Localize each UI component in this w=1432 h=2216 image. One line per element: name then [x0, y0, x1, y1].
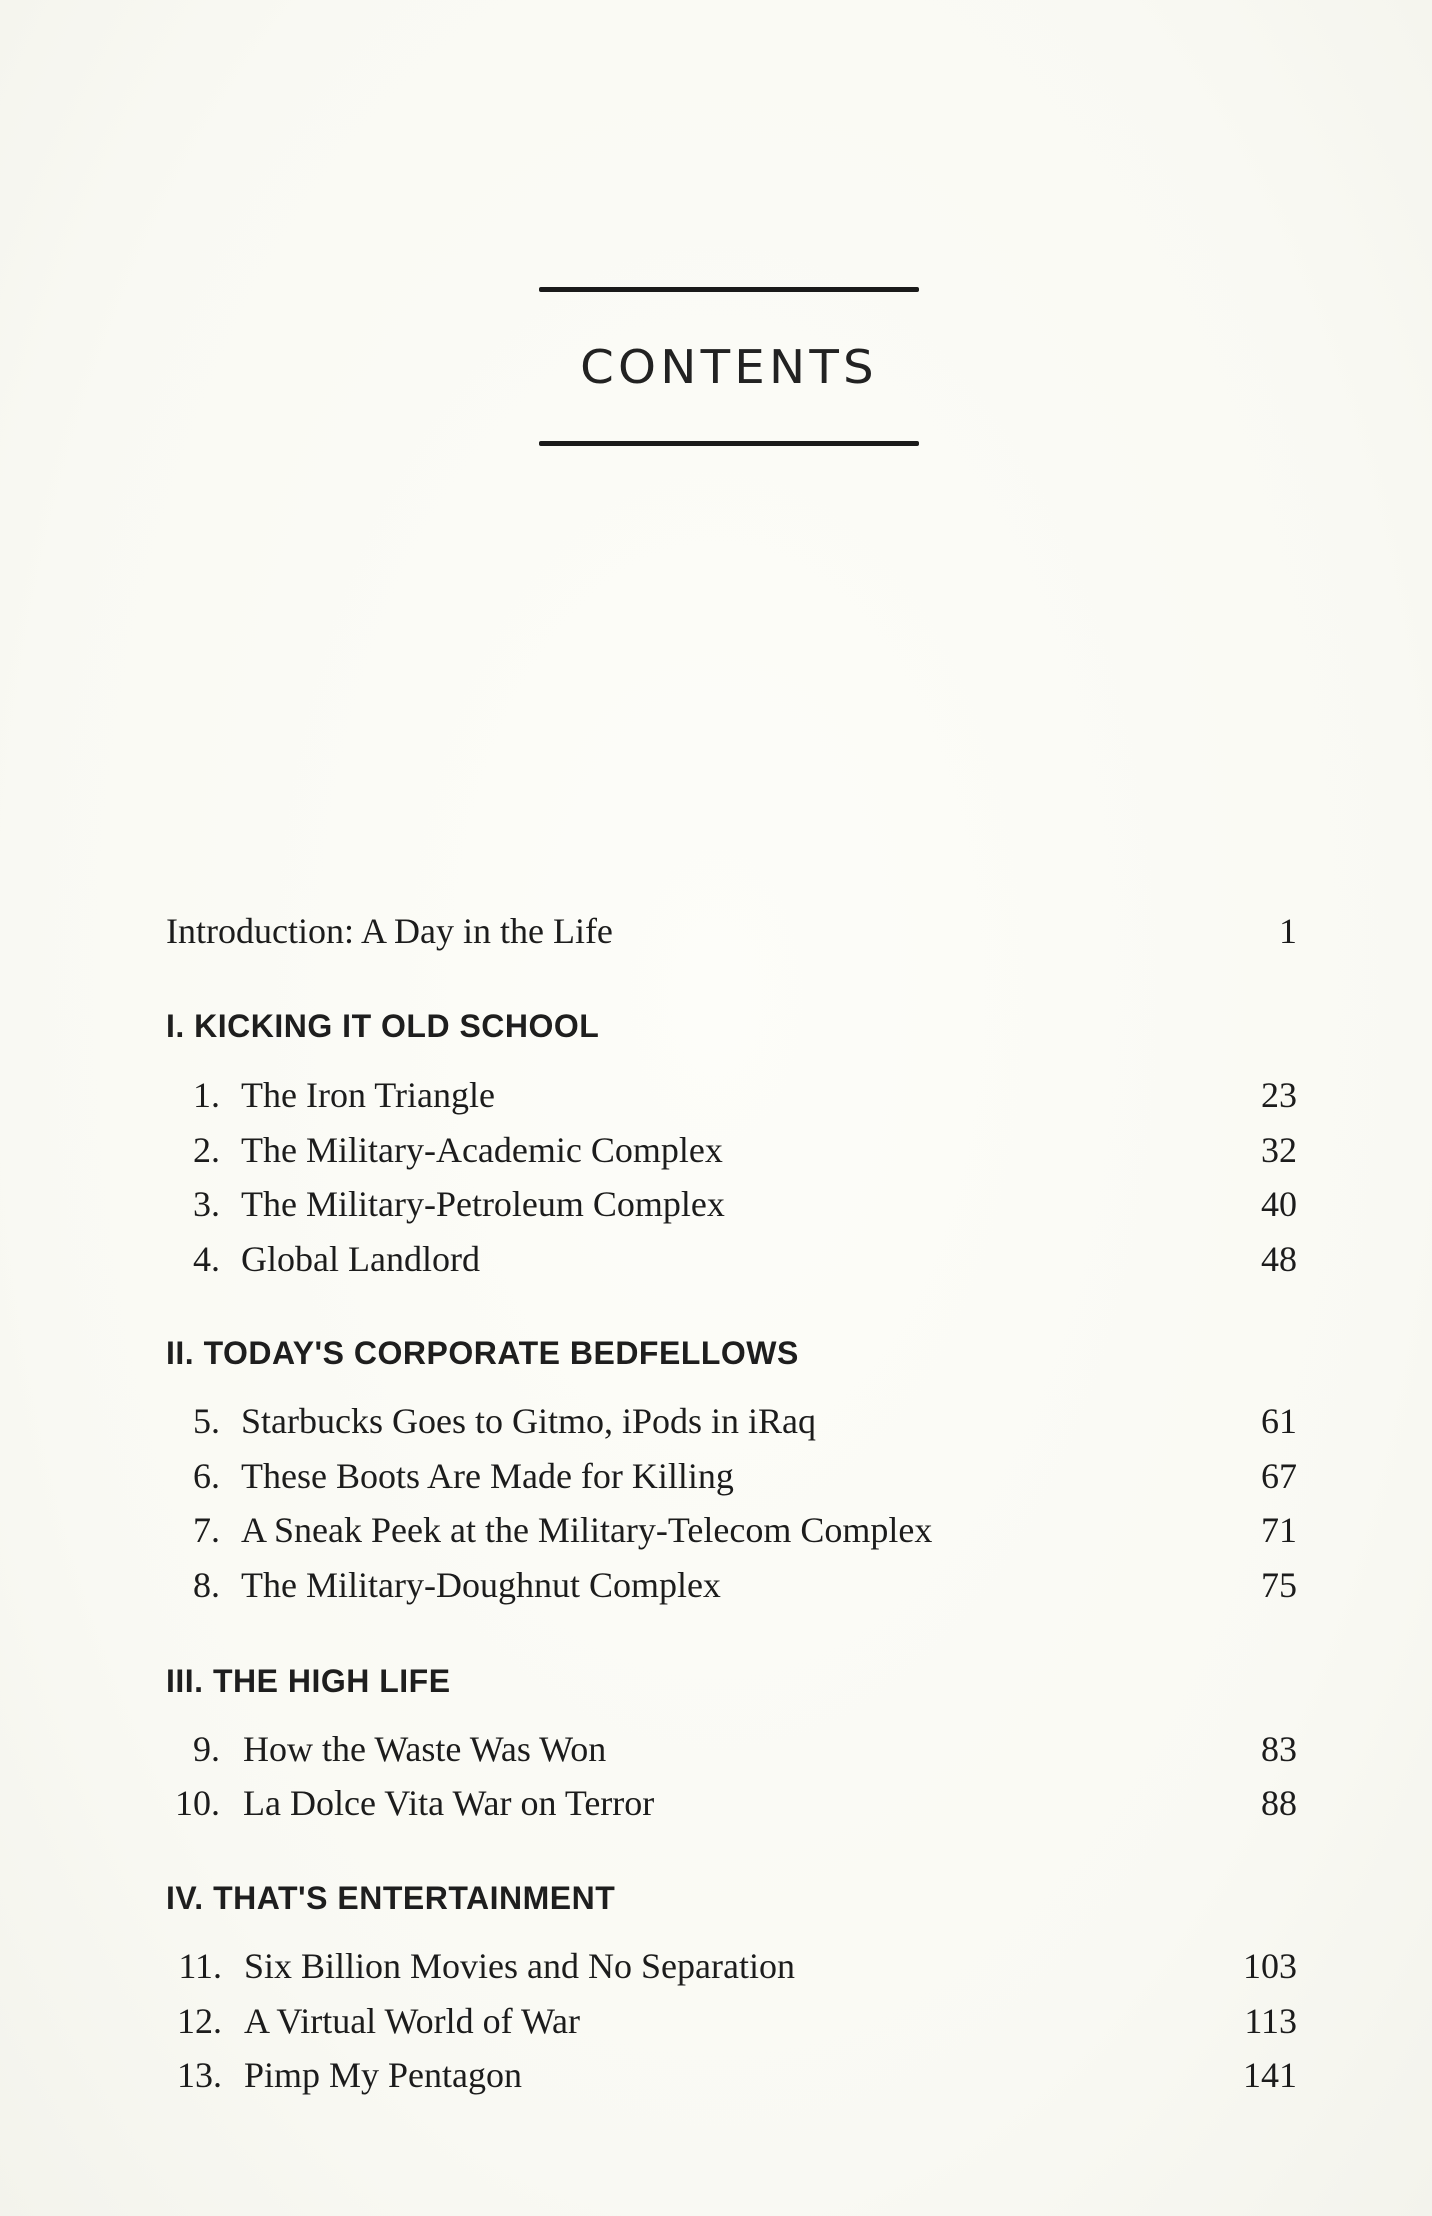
toc-entry[interactable]	[0, 1775, 1432, 1831]
entry-title: Starbucks Goes to Gitmo, iPods in iRaq	[241, 1401, 816, 1441]
chapter-number: 9.	[193, 1729, 220, 1769]
entry-title: The Iron Triangle	[241, 1075, 495, 1115]
chapter-number: 7.	[193, 1510, 220, 1550]
entry-title: The Military-Academic Complex	[241, 1130, 723, 1170]
page-number: 40	[1261, 1184, 1297, 1224]
part-heading-ii: II. TODAY'S CORPORATE BEDFELLOWS	[166, 1335, 799, 1371]
page-number: 83	[1261, 1729, 1297, 1769]
chapter-number: 4.	[193, 1239, 220, 1279]
part-heading-i: I. KICKING IT OLD SCHOOL	[166, 1008, 600, 1044]
chapter-number: 1.	[193, 1075, 220, 1115]
chapter-number: 6.	[193, 1456, 220, 1496]
toc-entry[interactable]	[0, 1502, 1432, 1558]
page-number: 88	[1261, 1783, 1297, 1823]
toc-entry[interactable]	[0, 1938, 1432, 1994]
bottom-rule	[539, 441, 919, 446]
toc-entry[interactable]	[0, 1557, 1432, 1613]
toc-entry[interactable]	[0, 1393, 1432, 1449]
toc-entry[interactable]	[0, 1231, 1432, 1287]
toc-entry-introduction[interactable]	[0, 903, 1432, 959]
page-number: 71	[1261, 1510, 1297, 1550]
chapter-number: 12.	[177, 2001, 222, 2041]
page-number: 32	[1261, 1130, 1297, 1170]
chapter-number: 3.	[193, 1184, 220, 1224]
entry-title: A Virtual World of War	[244, 2001, 581, 2041]
page-number: 113	[1244, 2001, 1297, 2041]
chapter-number: 5.	[193, 1401, 220, 1441]
toc-entry[interactable]	[0, 1448, 1432, 1504]
chapter-number: 10.	[175, 1783, 220, 1823]
toc-entry[interactable]	[0, 1067, 1432, 1123]
chapter-number: 11.	[178, 1946, 222, 1986]
page-number: 23	[1261, 1075, 1297, 1115]
page-number: 103	[1243, 1946, 1297, 1986]
entry-title: Pimp My Pentagon	[244, 2055, 523, 2095]
entry-title: The Military-Petroleum Complex	[241, 1184, 725, 1224]
toc-entry[interactable]	[0, 1122, 1432, 1178]
part-heading-iv: IV. THAT'S ENTERTAINMENT	[166, 1880, 616, 1916]
entry-title: The Military-Doughnut Complex	[241, 1565, 721, 1605]
toc-entry[interactable]	[0, 1993, 1432, 2049]
page-number: 48	[1261, 1239, 1297, 1279]
top-rule	[539, 287, 919, 292]
toc-entry[interactable]	[0, 1721, 1432, 1777]
part-heading-iii: III. THE HIGH LIFE	[166, 1663, 451, 1699]
page-title: CONTENTS	[580, 340, 878, 394]
page-number: 1	[1279, 911, 1297, 951]
entry-title: Introduction: A Day in the Life	[166, 911, 613, 951]
chapter-number: 8.	[193, 1565, 220, 1605]
entry-title: Global Landlord	[241, 1239, 480, 1279]
entry-title: A Sneak Peek at the Military-Telecom Complex	[241, 1510, 933, 1550]
page-number: 75	[1261, 1565, 1297, 1605]
chapter-number: 2.	[193, 1130, 220, 1170]
page-number: 67	[1261, 1456, 1297, 1496]
toc-entry[interactable]	[0, 2047, 1432, 2103]
page-number: 141	[1243, 2055, 1297, 2095]
chapter-number: 13.	[177, 2055, 222, 2095]
toc-entry[interactable]	[0, 1176, 1432, 1232]
page-number: 61	[1261, 1401, 1297, 1441]
entry-title: Six Billion Movies and No Separation	[244, 1946, 795, 1986]
entry-title: How the Waste Was Won	[243, 1729, 607, 1769]
entry-title: These Boots Are Made for Killing	[241, 1456, 734, 1496]
entry-title: La Dolce Vita War on Terror	[243, 1783, 655, 1823]
